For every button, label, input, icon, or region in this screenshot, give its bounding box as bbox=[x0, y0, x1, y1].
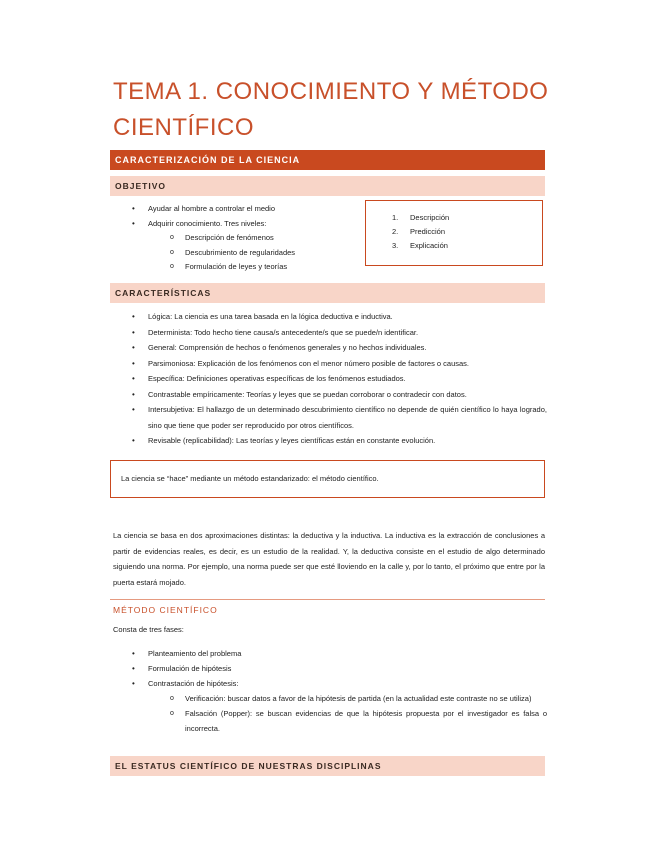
list-item: • Ayudar al hombre a controlar el medio bbox=[110, 202, 360, 217]
subsection-header-estatus: EL ESTATUS CIENTÍFICO DE NUESTRAS DISCIPLINAS bbox=[110, 756, 545, 776]
numbered-item: 1. Descripción bbox=[392, 213, 450, 222]
section-header-caracterizacion: CARACTERIZACIÓN DE LA CIENCIA bbox=[110, 150, 545, 170]
list-item: • Contrastación de hipótesis: bbox=[110, 676, 547, 691]
numbered-item: 2. Predicción bbox=[392, 227, 446, 236]
metodo-list bbox=[110, 646, 547, 736]
sub-list-item: o Falsación (Popper): se buscan evidencias de que la hipótesis propuesta por el investigador es falsa o incorrecta. bbox=[110, 706, 547, 736]
objetivo-list bbox=[110, 202, 360, 275]
sub-list-item: o Verificación: buscar datos a favor de la hipótesis de partida (en la actualidad este contraste no se utiliza) bbox=[110, 691, 547, 706]
list-item: • Revisable (replicabilidad): Las teorías y leyes científicas están en constante evolución. bbox=[110, 433, 547, 449]
sub-list-item: o Formulación de leyes y teorías bbox=[110, 260, 360, 275]
numbered-item: 3. Explicación bbox=[392, 241, 448, 250]
sub-list-item: o Descubrimiento de regularidades bbox=[110, 246, 360, 261]
caracteristicas-list bbox=[110, 309, 547, 449]
subsection-header-metodo: MÉTODO CIENTÍFICO bbox=[113, 605, 218, 615]
list-item: • Lógica: La ciencia es una tarea basada en la lógica deductiva e inductiva. bbox=[110, 309, 547, 325]
numbered-box bbox=[365, 200, 543, 266]
list-item: • Adquirir conocimiento. Tres niveles: bbox=[110, 217, 360, 232]
note-box: La ciencia se “hace” mediante un método estandarizado: el método científico. bbox=[110, 460, 545, 498]
list-item: • Intersubjetiva: El hallazgo de un determinado descubrimiento científico no depende de quién científico lo haya logrado, sino que tiene que poder ser reproducido por otros científicos. bbox=[110, 402, 547, 433]
list-item: • Planteamiento del problema bbox=[110, 646, 547, 661]
page-title: TEMA 1. CONOCIMIENTO Y MÉTODO CIENTÍFICO bbox=[113, 78, 549, 141]
sub-list-item: o Descripción de fenómenos bbox=[110, 231, 360, 246]
body-paragraph: La ciencia se basa en dos aproximaciones distintas: la deductiva y la inductiva. La inductiva es la extracción de conclusiones a partir de evidencias reales, es decir, es un estudio de la realidad. Y, la deductiva consiste en el estudio de algo determinado siguiendo una norma. Por ejemplo, una norma puede ser que esté lloviendo en la calle y, por lo tanto, el próximo que entre por la puerta estará mojado. bbox=[113, 531, 545, 587]
list-item: • Parsimoniosa: Explicación de los fenómenos con el menor número posible de factores o causas. bbox=[110, 356, 547, 372]
subsection-header-caracteristicas: CARACTERÍSTICAS bbox=[110, 283, 545, 303]
list-item: • Formulación de hipótesis bbox=[110, 661, 547, 676]
metodo-intro: Consta de tres fases: bbox=[113, 625, 184, 634]
list-item: • General: Comprensión de hechos o fenómenos generales y no hechos individuales. bbox=[110, 340, 547, 356]
list-item: • Contrastable empíricamente: Teorías y leyes que se puedan corroborar o contradecir con datos. bbox=[110, 387, 547, 403]
list-item: • Específica: Definiciones operativas específicas de los fenómenos estudiados. bbox=[110, 371, 547, 387]
section-divider bbox=[110, 599, 545, 600]
subsection-header-objetivo: OBJETIVO bbox=[110, 176, 545, 196]
list-item: • Determinista: Todo hecho tiene causa/s antecedente/s que se puede/n identificar. bbox=[110, 325, 547, 341]
